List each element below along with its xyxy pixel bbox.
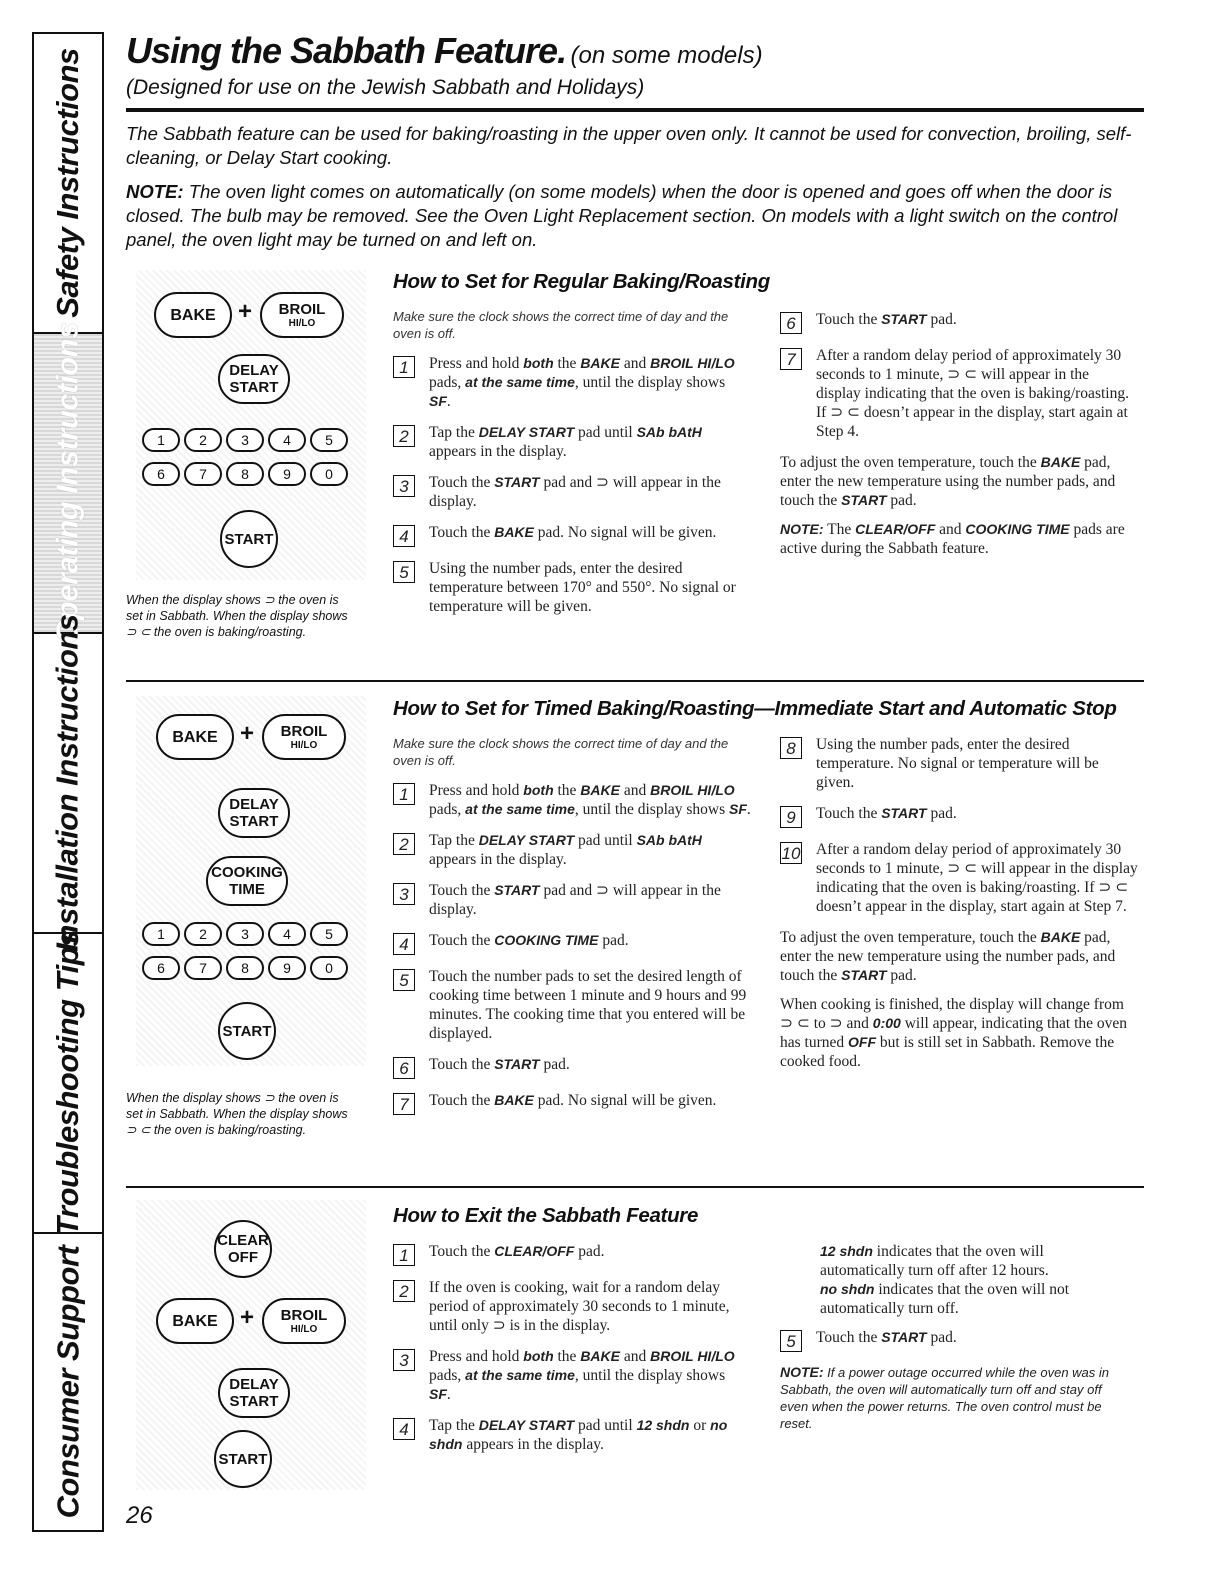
plus-sign: + <box>240 1304 255 1331</box>
step-number: 9 <box>780 806 802 828</box>
number-pads-row-1: 1 2 3 4 5 <box>142 428 348 452</box>
step-text: Touch the BAKE pad. No signal will be given. <box>429 524 717 541</box>
bake-pad: BAKE <box>154 292 232 338</box>
page-title-main: Using the Sabbath Feature. <box>126 30 567 71</box>
step-number: 4 <box>393 525 415 547</box>
plus-sign: + <box>238 298 253 325</box>
section-divider <box>126 1186 1144 1188</box>
bake-pad: BAKE <box>156 1298 234 1344</box>
step-item <box>393 1416 743 1454</box>
step-text: After a random delay period of approximately 30 seconds to 1 minute, ⊃ ⊂ will appear in the display indicating that the oven is baking/roasting. If ⊃ ⊂ doesn’t appear in the display, start again at Step 4. <box>816 347 1129 440</box>
step-text: Touch the BAKE pad. No signal will be given. <box>429 1092 717 1109</box>
bake-pad: BAKE <box>156 714 234 760</box>
step-number: 1 <box>393 1244 415 1266</box>
side-navigation <box>32 32 104 1532</box>
section-title-regular: How to Set for Regular Baking/Roasting <box>393 270 770 293</box>
section1-right-column <box>780 310 1130 568</box>
section2-finished-text: When cooking is finished, the display will change from ⊃ ⊂ to ⊃ and 0:00 will appear, indicating that the oven has turned OFF but is still set in Sabbath. Remove the cooked food. <box>780 996 1128 1070</box>
step-number: 5 <box>780 1330 802 1352</box>
plus-sign: + <box>240 720 255 747</box>
section-title-timed: How to Set for Timed Baking/Roasting—Immediate Start and Automatic Stop <box>393 697 1117 720</box>
step-text: Tap the DELAY START pad until 12 shdn or no shdn appears in the display. <box>429 1417 728 1453</box>
start-pad: START <box>218 1002 276 1060</box>
step-text: Touch the START pad. <box>816 805 957 822</box>
section2-left-column <box>393 735 753 1127</box>
delay-start-pad: DELAY START <box>218 788 290 838</box>
tab-label: Safety Instructions <box>50 48 85 318</box>
page-title <box>126 30 763 72</box>
section3-right-column <box>780 1242 1130 1442</box>
tab-label: Installation Instructions <box>50 614 85 952</box>
section2-adjust-text: To adjust the oven temperature, touch the BAKE pad, enter the new temperature using the number pads, and touch the START pad. <box>780 929 1116 984</box>
step-item <box>393 559 738 616</box>
number-pads-row-2: 6 7 8 9 0 <box>142 462 348 486</box>
step-item <box>393 354 738 411</box>
step-number: 6 <box>393 1057 415 1079</box>
step-number: 7 <box>780 348 802 370</box>
tab-label: Operating Instructions <box>50 322 86 644</box>
step-item <box>393 831 753 869</box>
step-number: 4 <box>393 933 415 955</box>
section1-note2: NOTE: The CLEAR/OFF and COOKING TIME pads are active during the Sabbath feature. <box>780 521 1125 557</box>
section2-steps <box>393 781 753 1115</box>
step-text: Touch the START pad. <box>816 1329 957 1346</box>
section3-shdn-info: 12 shdn indicates that the oven will automatically turn off after 12 hours. no shdn indicates that the oven will not automatically turn off. <box>820 1243 1070 1317</box>
step-item <box>393 967 753 1043</box>
step-item <box>780 346 1130 441</box>
section-divider <box>126 680 1144 682</box>
start-pad: START <box>220 510 278 568</box>
step-item <box>393 1347 743 1404</box>
note-label: NOTE: <box>126 181 184 202</box>
step-text: Touch the COOKING TIME pad. <box>429 932 629 949</box>
broil-pad: BROIL HI/LO <box>262 1298 346 1344</box>
section3-steps <box>393 1242 743 1454</box>
step-number: 5 <box>393 561 415 583</box>
start-pad: START <box>214 1430 272 1488</box>
tab-consumer-support[interactable] <box>34 1234 102 1530</box>
step-number: 3 <box>393 1349 415 1371</box>
step-text: Press and hold both the BAKE and BROIL HI/LO pads, at the same time, until the display shows SF. <box>429 355 735 410</box>
section3-left-column <box>393 1242 743 1466</box>
intro-paragraph: The Sabbath feature can be used for baking/roasting in the upper oven only. It cannot be used for convection, broiling, self-cleaning, or Delay Start cooking. <box>126 123 1132 168</box>
step-item <box>393 1055 753 1079</box>
step-number: 8 <box>780 737 802 759</box>
broil-pad: BROIL HI/LO <box>262 714 346 760</box>
tab-troubleshooting-tips[interactable] <box>34 930 102 1236</box>
step-text: If the oven is cooking, wait for a random delay period of approximately 30 seconds to 1 minute, until only ⊃ is in the display. <box>429 1279 730 1334</box>
delay-start-pad: DELAY START <box>218 1368 290 1418</box>
step-item <box>393 473 738 511</box>
step-text: Touch the START pad and ⊃ will appear in the display. <box>429 882 721 918</box>
step-item <box>393 423 738 461</box>
section2-steps-right <box>780 735 1140 916</box>
step-number: 3 <box>393 475 415 497</box>
section1-steps <box>393 354 738 616</box>
step-item <box>393 1242 743 1266</box>
tab-operating-instructions[interactable] <box>34 322 102 644</box>
section1-steps-right <box>780 310 1130 441</box>
step-text: Touch the START pad. <box>816 311 957 328</box>
step-text: Touch the START pad. <box>429 1056 570 1073</box>
tab-safety-instructions[interactable] <box>34 34 102 334</box>
tab-label: Troubleshooting Tips <box>50 930 85 1236</box>
step-number: 6 <box>780 312 802 334</box>
step-text: Using the number pads, enter the desired temperature between 170° and 550°. No signal or temperature will be given. <box>429 560 736 615</box>
step-text: Touch the START pad and ⊃ will appear in the display. <box>429 474 721 510</box>
step-item <box>780 840 1140 916</box>
step-item <box>780 735 1140 792</box>
step-text: Press and hold both the BAKE and BROIL HI/LO pads, at the same time, until the display shows SF. <box>429 782 751 818</box>
step-number: 2 <box>393 425 415 447</box>
step-text: Press and hold both the BAKE and BROIL HI/LO pads, at the same time, until the display shows SF. <box>429 1348 735 1403</box>
step-text: Touch the CLEAR/OFF pad. <box>429 1243 605 1260</box>
step-item <box>393 881 753 919</box>
broil-pad: BROIL HI/LO <box>260 292 344 338</box>
page-title-note: (on some models) <box>570 42 763 69</box>
keypad-caption: When the display shows ⊃ the oven is set in Sabbath. When the display shows ⊃ ⊂ the oven is baking/roasting. <box>126 1091 348 1137</box>
step-number: 3 <box>393 883 415 905</box>
section-title-exit: How to Exit the Sabbath Feature <box>393 1204 699 1227</box>
number-pads-row-1: 1 2 3 4 5 <box>142 922 348 946</box>
step-number: 7 <box>393 1093 415 1115</box>
step-item <box>393 523 738 547</box>
step-number: 4 <box>393 1418 415 1440</box>
section1-adjust-text: To adjust the oven temperature, touch the BAKE pad, enter the new temperature using the number pads, and touch the START pad. <box>780 454 1116 509</box>
step-text: Tap the DELAY START pad until SAb bAtH appears in the display. <box>429 424 702 460</box>
step-number: 10 <box>781 843 801 863</box>
section2-right-column <box>780 735 1140 1081</box>
section3-steps-right <box>780 1328 1130 1352</box>
keypad-caption: When the display shows ⊃ the oven is set in Sabbath. When the display shows ⊃ ⊂ the oven is baking/roasting. <box>126 593 348 639</box>
step-text: After a random delay period of approximately 30 seconds to 1 minute, ⊃ ⊂ will appear in the display indicating that the oven is baking/roasting. If ⊃ ⊂ doesn’t appear in the display, start again at Step 7. <box>816 841 1138 915</box>
step-item <box>393 931 753 955</box>
cooking-time-pad: COOKING TIME <box>206 856 288 906</box>
step-item <box>393 1091 753 1115</box>
step-number: 2 <box>393 1280 415 1302</box>
step-text: Tap the DELAY START pad until SAb bAtH appears in the display. <box>429 832 702 868</box>
header-divider <box>126 108 1144 112</box>
page-subtitle: (Designed for use on the Jewish Sabbath and Holidays) <box>126 76 645 99</box>
delay-start-pad: DELAY START <box>218 354 290 404</box>
number-pads-row-2: 6 7 8 9 0 <box>142 956 348 980</box>
step-text: Touch the number pads to set the desired length of cooking time between 1 minute and 9 hours and 99 minutes. The cooking time that you entered will be displayed. <box>429 968 747 1042</box>
step-number: 1 <box>393 783 415 805</box>
page-number: 26 <box>126 1502 153 1529</box>
step-number: 1 <box>393 356 415 378</box>
step-item <box>780 804 1140 828</box>
section2-note: Make sure the clock shows the correct time of day and the oven is off. <box>393 736 729 768</box>
intro-note <box>126 180 1136 252</box>
tab-label: Consumer Support <box>50 1245 86 1519</box>
step-number: 2 <box>393 833 415 855</box>
section1-note: Make sure the clock shows the correct time of day and the oven is off. <box>393 309 729 341</box>
section1-left-column <box>393 308 738 628</box>
note-text: The oven light comes on automatically (on some models) when the door is opened and goes off when the door is closed. The bulb may be removed. See the Oven Light Replacement section. On models with a light switch on the control panel, the oven light may be turned on and left on. <box>126 181 1118 250</box>
clear-off-pad: CLEAR OFF <box>214 1220 272 1278</box>
step-item <box>393 1278 743 1335</box>
step-number: 5 <box>393 969 415 991</box>
step-item <box>780 310 1130 334</box>
step-item <box>780 1328 1130 1352</box>
tab-installation-instructions[interactable] <box>34 614 102 952</box>
step-item <box>393 781 753 819</box>
step-text: Using the number pads, enter the desired temperature. No signal or temperature will be given. <box>816 736 1099 791</box>
section3-note: NOTE: If a power outage occurred while the oven was in Sabbath, the oven will automatically turn off and stay off even when the power returns. The oven control must be reset. <box>780 1364 1110 1431</box>
